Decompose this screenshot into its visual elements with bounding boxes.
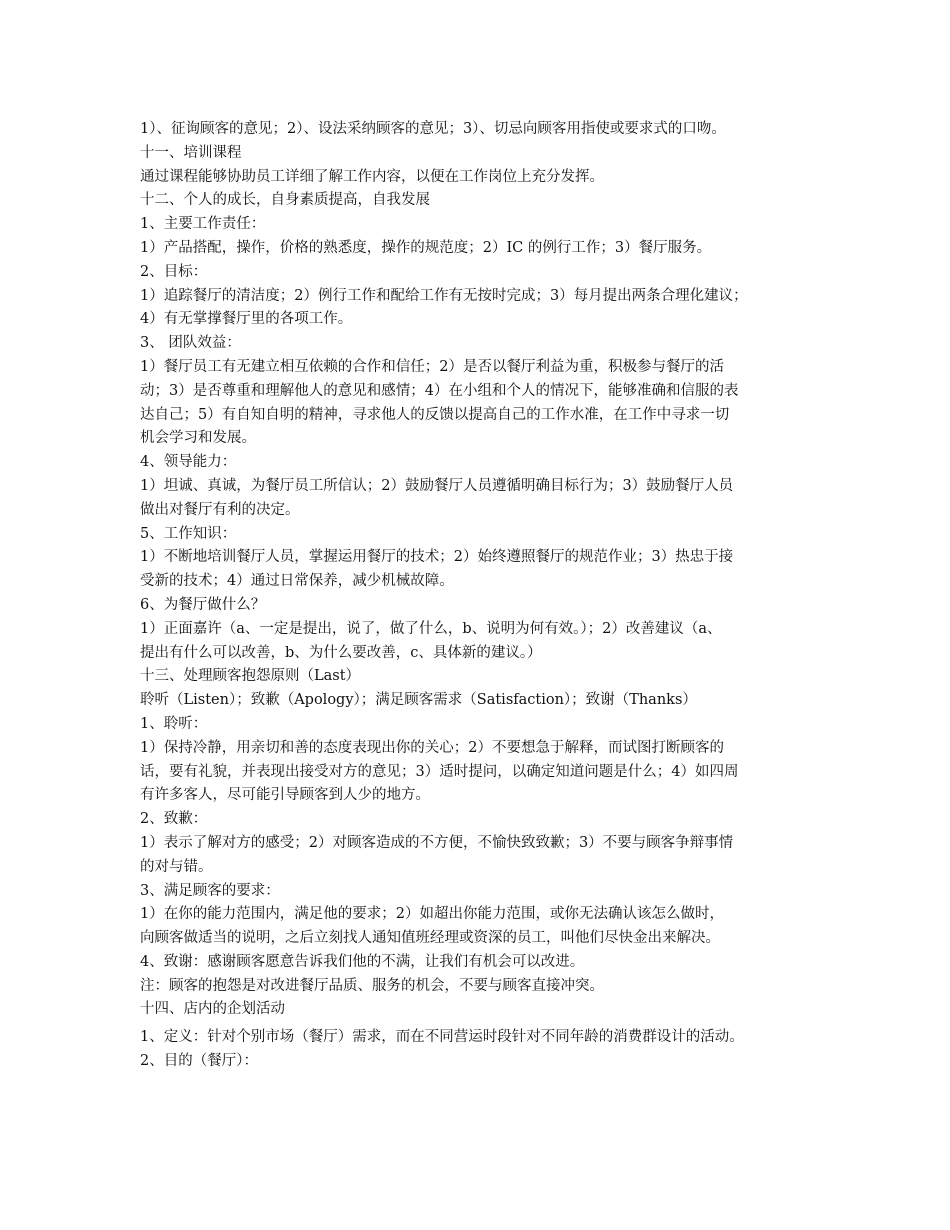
subheading: 1、聆听：: [140, 715, 208, 732]
text-line: 1）、征询顾客的意见；2）、设法采纳顾客的意见；3）、切忌向顾客用指使或要求式的口吻。: [140, 121, 726, 137]
note-line: 注：顾客的抱怨是对改进餐厅品质、服务的机会，不要与顾客直接冲突。: [140, 977, 604, 994]
text-line: 1）正面嘉许（a、一定是提出，说了，做了什么，b、说明为何有效。）；2）改善建议（a、: [140, 620, 722, 637]
subheading: 3、满足顾客的要求：: [140, 882, 280, 899]
text-line: 话，要有礼貌，并表现出接受对方的意见；3）适时提问，以确定知道问题是什么；4）如四周: [140, 763, 739, 780]
text-line: 机会学习和发展。: [140, 430, 256, 447]
section-heading: 十四、店内的企划活动: [140, 1001, 285, 1018]
text-line: 1）保持冷静，用亲切和善的态度表现出你的关心；2）不要想急于解释，而试图打断顾客的: [140, 739, 724, 756]
subheading: 6、为餐厅做什么？: [140, 596, 266, 613]
text-line: 提出有什么可以改善，b、为什么要改善，c、具体新的建议。）: [140, 644, 542, 661]
section-heading: 十三、处理顾客抱怨原则（Last）: [140, 668, 361, 685]
text-line: 1）追踪餐厅的清洁度；2）例行工作和配给工作有无按时完成；3）每月提出两条合理化建议；: [140, 287, 748, 304]
subheading: 2、致歉：: [140, 811, 208, 828]
section-heading: 十二、个人的成长，自身素质提高，自我发展: [140, 192, 430, 209]
text-line: 1）不断地培训餐厅人员，掌握运用餐厅的技术；2）始终遵照餐厅的规范作业；3）热忠于接: [140, 549, 734, 566]
text-line: 1）在你的能力范围内，满足他的要求；2）如超出你能力范围，或你无法确认该怎么做时，: [140, 906, 724, 923]
section-heading: 十一、培训课程: [140, 144, 242, 161]
document-body: [140, 118, 820, 1074]
text-line: 向顾客做适当的说明，之后立刻找人通知值班经理或资深的员工，叫他们尽快金出来解决。: [140, 930, 720, 947]
text-line: 聆听（Listen）；致歉（Apology）；满足顾客需求（Satisfaction）；致谢（Thanks）: [140, 692, 697, 709]
text-line: 动；3）是否尊重和理解他人的意见和感情；4）在小组和个人的情况下，能够准确和信服的表: [140, 382, 739, 399]
subheading: 2、目的（餐厅）：: [140, 1053, 258, 1070]
text-line: 有许多客人，尽可能引导顾客到人少的地方。: [140, 787, 430, 804]
text-line: 1）表示了解对方的感受；2）对顾客造成的不方便，不愉快致致歉；3）不要与顾客争辩事情: [140, 834, 734, 851]
subheading: 4、领导能力：: [140, 454, 237, 471]
text-line: 4）有无掌撑餐厅里的各项工作。: [140, 311, 353, 328]
text-line: 1）餐厅员工有无建立相互依赖的合作和信任；2）是否以餐厅利益为重，积极参与餐厅的活: [140, 358, 724, 375]
subheading: 2、目标：: [140, 263, 208, 280]
subheading: 5、工作知识：: [140, 525, 237, 542]
subheading: 3、 团队效益：: [140, 335, 241, 352]
text-line: 受新的技术；4）通过日常保养，减少机械故障。: [140, 573, 454, 590]
text-line: 1、定义：针对个别市场（餐厅）需求，而在不同营运时段针对不同年龄的消费群设计的活动。: [140, 1029, 744, 1046]
text-line: 1）坦诚、真诚，为餐厅员工所信认；2）鼓励餐厅人员遵循明确目标行为；3）鼓励餐厅人员: [140, 477, 734, 494]
subheading: 1、主要工作责任：: [140, 216, 266, 233]
text-line: 通过课程能够协助员工详细了解工作内容，以便在工作岗位上充分发挥。: [140, 168, 604, 185]
text-line: 4、致谢：感谢顾客愿意告诉我们他的不满，让我们有机会可以改进。: [140, 953, 585, 970]
text-line: 1）产品搭配，操作，价格的熟悉度，操作的规范度；2）IC 的例行工作；3）餐厅服务。: [140, 239, 712, 256]
text-line: 的对与错。: [140, 858, 213, 875]
text-line: 做出对餐厅有利的决定。: [140, 501, 300, 518]
text-line: 达自己；5）有自知自明的精神，寻求他人的反馈以提高自己的工作水准，在工作中寻求一切: [140, 406, 730, 423]
